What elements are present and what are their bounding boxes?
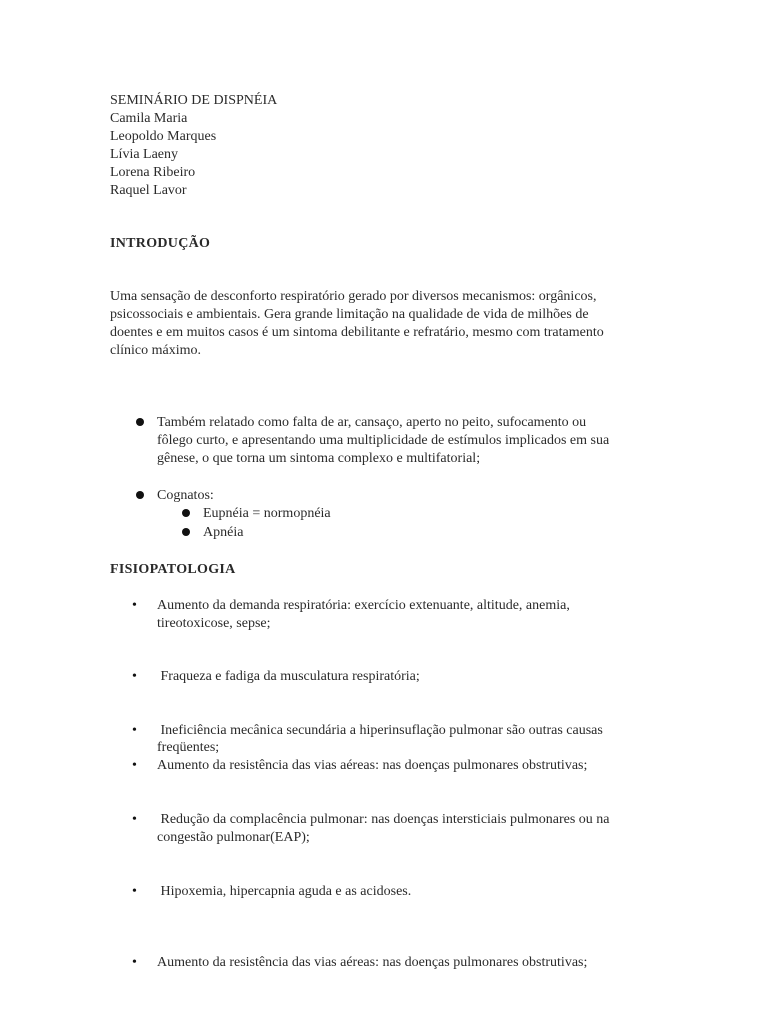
- bullet-dot-icon: [136, 418, 144, 426]
- sub-list-item: Apnéia: [203, 525, 244, 540]
- sub-list-item: Eupnéia = normopnéia: [203, 506, 331, 521]
- intro-paragraph-line: psicossociais e ambientais. Gera grande limitação na qualidade de vida de milhões de: [110, 307, 589, 322]
- intro-paragraph-line: Uma sensação de desconforto respiratório gerado por diversos mecanismos: orgânicos,: [110, 289, 597, 304]
- list-item-line: Aumento da resistência das vias aéreas: nas doenças pulmonares obstrutivas;: [157, 955, 588, 970]
- bullet-icon: •: [132, 884, 137, 899]
- list-item-line: Cognatos:: [157, 488, 214, 503]
- section-heading-introducao: INTRODUÇÃO: [110, 236, 211, 251]
- bullet-dot-icon: [182, 528, 190, 536]
- intro-paragraph-line: clínico máximo.: [110, 343, 201, 358]
- bullet-icon: •: [132, 669, 137, 684]
- list-item-line: gênese, o que torna um sintoma complexo e multifatorial;: [157, 451, 481, 466]
- author-name: Leopoldo Marques: [110, 129, 217, 144]
- bullet-icon: •: [132, 812, 137, 827]
- author-name: Camila Maria: [110, 111, 188, 126]
- list-item-line: Também relatado como falta de ar, cansaço, aperto no peito, sufocamento ou: [157, 415, 587, 430]
- bullet-icon: •: [132, 598, 137, 613]
- list-item-line: Ineficiência mecânica secundária a hiperinsuflação pulmonar são outras causas: [157, 723, 603, 738]
- list-item-line: freqüentes;: [157, 740, 220, 755]
- list-item-line: fôlego curto, e apresentando uma multiplicidade de estímulos implicados em sua: [157, 433, 610, 448]
- bullet-icon: •: [132, 723, 137, 738]
- bullet-dot-icon: [136, 491, 144, 499]
- list-item-line: Aumento da demanda respiratória: exercício extenuante, altitude, anemia,: [157, 598, 570, 613]
- list-item-line: Redução da complacência pulmonar: nas doenças intersticiais pulmonares ou na: [157, 812, 610, 827]
- list-item-line: Fraqueza e fadiga da musculatura respiratória;: [157, 669, 420, 684]
- author-name: Lívia Laeny: [110, 147, 179, 162]
- list-item-line: Hipoxemia, hipercapnia aguda e as acidoses.: [157, 884, 412, 899]
- document-title: SEMINÁRIO DE DISPNÉIA: [110, 93, 278, 108]
- bullet-icon: •: [132, 758, 137, 773]
- intro-paragraph-line: doentes e em muitos casos é um sintoma debilitante e refratário, mesmo com tratamento: [110, 325, 604, 340]
- bullet-icon: •: [132, 955, 137, 970]
- author-name: Raquel Lavor: [110, 183, 187, 198]
- list-item-line: tireotoxicose, sepse;: [157, 616, 271, 631]
- bullet-dot-icon: [182, 509, 190, 517]
- list-item-line: congestão pulmonar(EAP);: [157, 830, 310, 845]
- author-name: Lorena Ribeiro: [110, 165, 196, 180]
- list-item-line: Aumento da resistência das vias aéreas: nas doenças pulmonares obstrutivas;: [157, 758, 588, 773]
- section-heading-fisiopatologia: FISIOPATOLOGIA: [110, 562, 236, 577]
